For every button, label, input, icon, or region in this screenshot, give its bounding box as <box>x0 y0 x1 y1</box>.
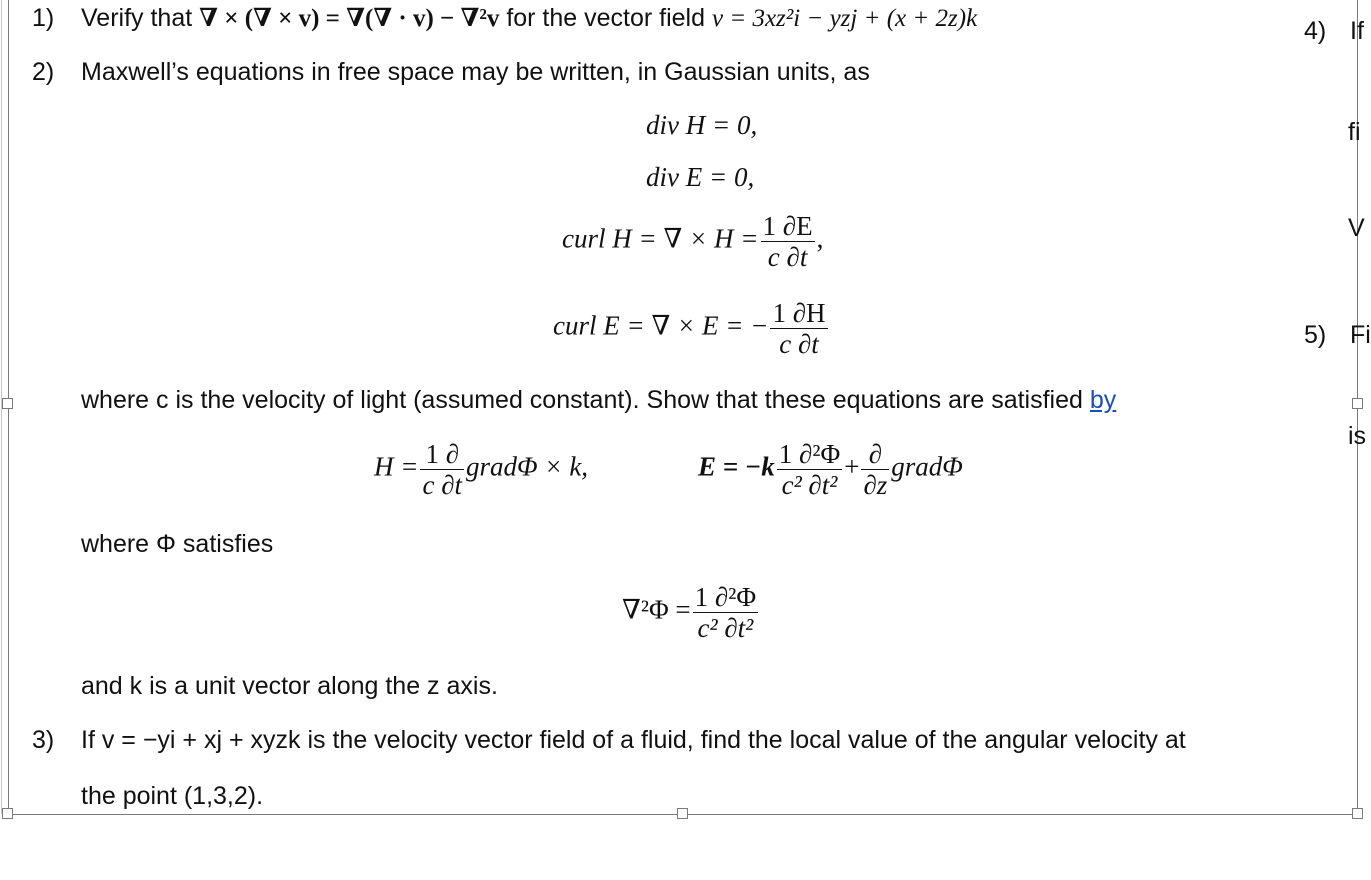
resize-handle-bottom[interactable] <box>677 808 688 819</box>
col2-fragment-v: V <box>1348 214 1365 242</box>
h-fraction <box>420 440 464 499</box>
q3-line-2: the point (1,3,2). <box>81 782 264 810</box>
q3-number: 3) <box>32 726 55 754</box>
lap-denominator: c² ∂t² <box>697 613 754 643</box>
and-k-line: and k is a unit vector along the z axis. <box>81 672 498 700</box>
e-fraction-2 <box>861 440 889 499</box>
curl-e-denominator: c ∂t <box>779 329 819 359</box>
lap-numerator: 1 ∂²Φ <box>694 582 757 612</box>
q2-number: 2) <box>32 58 55 86</box>
curl-e-numerator: 1 ∂H <box>772 298 826 328</box>
q1-line <box>81 3 977 34</box>
resize-handle-right[interactable] <box>1352 398 1363 409</box>
col2-fragment-fi: fi <box>1348 118 1361 146</box>
e-denominator-2: ∂z <box>863 470 888 500</box>
e-numerator: 1 ∂²Φ <box>778 439 841 469</box>
h-numerator: 1 ∂ <box>420 440 464 470</box>
q4-number: 4) <box>1304 17 1327 45</box>
q1-mid: for the vector field <box>506 4 706 32</box>
eq-h-solution <box>374 440 588 499</box>
q3-line-1: If v = −yi + xj + xyzk is the velocity vector field of a fluid, find the local value of the angular velocity at <box>81 726 1186 754</box>
q4-fragment: If <box>1350 17 1364 45</box>
where-phi-line: where Φ satisfies <box>81 530 274 558</box>
h-denominator: c ∂t <box>422 470 463 500</box>
col2-fragment-is: is <box>1348 422 1367 450</box>
e-rest: gradΦ <box>891 451 963 482</box>
resize-handle-bottom-left[interactable] <box>2 808 13 819</box>
curl-h-tail: , <box>816 223 824 254</box>
curl-h-numerator: 1 ∂E <box>762 211 813 241</box>
eq-laplacian <box>622 583 760 642</box>
e-fraction <box>777 440 842 499</box>
e-numerator-2: ∂ <box>861 440 889 470</box>
curl-h-lhs: curl H = ∇ × H = <box>562 223 759 254</box>
lap-lhs: ∇²Φ = <box>622 594 691 625</box>
q1-identity: ∇ × (∇ × v) = ∇(∇ · v) − ∇²v <box>199 5 500 32</box>
e-denominator: c² ∂t² <box>781 470 838 500</box>
q2-intro: Maxwell’s equations in free space may be written, in Gaussian units, as <box>81 58 870 86</box>
curl-h-fraction <box>761 212 815 271</box>
h-rest: gradΦ × k, <box>466 451 589 482</box>
where-c-line <box>81 385 1116 415</box>
e-plus: + <box>844 451 860 482</box>
eq-e-solution <box>698 440 963 499</box>
where-c-link[interactable]: by <box>1089 386 1117 414</box>
q5-number: 5) <box>1304 321 1327 349</box>
q5-fragment: Fi <box>1350 321 1371 349</box>
eq-curl-e <box>553 299 830 358</box>
eq-curl-h <box>562 212 823 271</box>
eq-div-h: div H = 0, <box>646 110 758 140</box>
resize-handle-bottom-right[interactable] <box>1352 808 1363 819</box>
resize-handle-left[interactable] <box>2 398 13 409</box>
curl-e-fraction <box>770 299 827 358</box>
q1-vector-field: v = 3xz²i − yzj + (x + 2z)k <box>711 5 978 32</box>
eq-div-e: div E = 0, <box>646 162 755 192</box>
q1-number: 1) <box>32 4 55 32</box>
q1-lead: Verify that <box>81 4 193 32</box>
e-lhs: E = −k <box>698 451 775 482</box>
curl-e-lhs: curl E = ∇ × E = − <box>553 310 769 341</box>
curl-h-denominator: c ∂t <box>767 242 808 272</box>
lap-fraction <box>693 583 758 642</box>
where-c-text: where c is the velocity of light (assumed constant). Show that these equations are satisfied <box>81 386 1083 414</box>
h-lhs: H = <box>374 451 419 482</box>
